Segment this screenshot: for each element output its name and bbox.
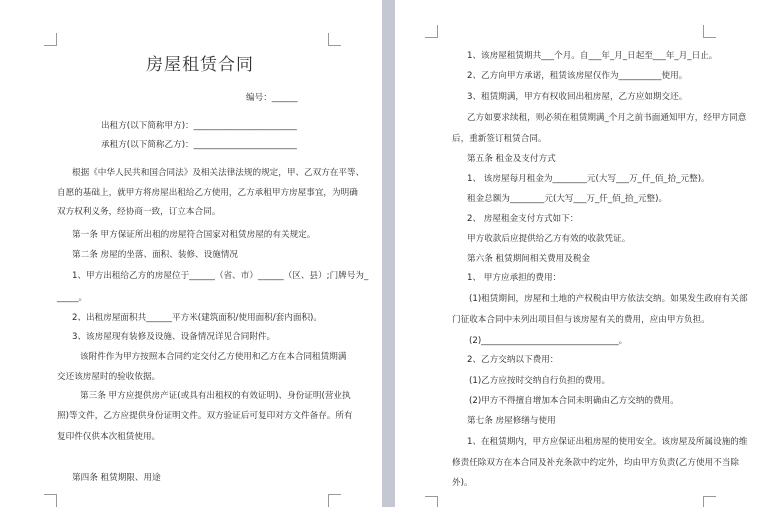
- paragraph-line: 双方权利义务，经协商一致，订立本合同。: [57, 207, 221, 217]
- paragraph-line: 该附件作为甲方按照本合同约定交付乙方使用和乙方在本合同租赁期满: [80, 352, 347, 362]
- paragraph-line: 交还该房屋时的验收依据。: [57, 372, 161, 382]
- paragraph-line: (1)租赁期间，房屋和土地的产权税由甲方依法交纳。如果发生政府有关部: [469, 294, 748, 304]
- margin-corner-mark: [328, 494, 341, 507]
- article-heading: 第六条 租赁期间相关费用及税金: [467, 254, 591, 264]
- paragraph-line: 1、在租赁期内，甲方应保证出租房屋的使用安全。该房屋及所属设施的维: [467, 437, 748, 447]
- paragraph-line: 2、 房屋租金支付方式如下：: [467, 214, 579, 224]
- lessee-line: 承租方(以下简称乙方)：________________________: [101, 140, 297, 150]
- article-heading: 第四条 租赁期限、用途: [72, 473, 161, 483]
- article-heading: 第三条 甲方应提供房产证(或具有出租权的有效证明)、身份证明(营业执: [80, 391, 351, 401]
- paragraph-line: 1、 该房屋每月租金为________元(大写___万_仟_佰_拾_元整)。: [467, 174, 710, 184]
- paragraph-line: (1)乙方应按时交纳自行负担的费用。: [469, 376, 611, 386]
- paragraph-line: 2、乙方向甲方承诺，租赁该房屋仅作为__________使用。: [467, 71, 688, 81]
- margin-corner-mark: [703, 496, 716, 507]
- margin-corner-mark: [425, 25, 438, 38]
- paragraph-line: 门征收本合同中未列出项目但与该房屋有关的费用，应由甲方负担。: [452, 315, 710, 325]
- paragraph-line: 照)等文件，乙方应提供身份证明文件。双方验证后可复印对方文件备存。所有: [57, 411, 353, 421]
- margin-corner-mark: [425, 496, 438, 507]
- paragraph-line: 1、 甲方应承担的费用：: [467, 273, 562, 283]
- margin-corner-mark: [44, 494, 57, 507]
- paragraph-line: 甲方收款后应提供给乙方有效的收款凭证。: [467, 234, 631, 244]
- lessor-line: 出租方(以下简称甲方)：________________________: [101, 121, 297, 131]
- paragraph-line: (2)________________________________。: [469, 336, 628, 346]
- paragraph-line: _____。: [57, 293, 88, 303]
- paragraph-line: (2)甲方不得擅自增加本合同未明确由乙方交纳的费用。: [469, 396, 679, 406]
- paragraph-line: 3、该房屋现有装修及设施、设备情况详见合同附件。: [72, 332, 276, 342]
- document-title: 房屋租赁合同: [146, 55, 254, 75]
- paragraph-line: 租金总额为________元(大写___万_仟_佰_拾_元整)。: [467, 194, 668, 204]
- article-heading: 第五条 租金及支付方式: [467, 154, 556, 164]
- paragraph-line: 修责任除双方在本合同及补充条款中约定外，均由甲方负责(乙方使用不当除: [452, 458, 739, 468]
- margin-corner-mark: [44, 33, 57, 46]
- paragraph-line: 自愿的基础上，就甲方将房屋出租给乙方使用，乙方承租甲方房屋事宜，为明确: [57, 188, 358, 198]
- paragraph-line: 2、出租房屋面积共______平方米(建筑面积/使用面积/套内面积)。: [72, 313, 322, 323]
- document-page-2: [395, 0, 780, 507]
- article-heading: 第七条 房屋修缮与使用: [467, 416, 556, 426]
- paragraph-line: 根据《中华人民共和国合同法》及相关法律法规的规定，甲、乙双方在平等、: [72, 168, 365, 178]
- article-heading: 第一条 甲方保证所出租的房屋符合国家对租赁房屋的有关规定。: [72, 230, 316, 240]
- contract-number: 编号：______: [246, 93, 298, 103]
- paragraph-line: 1、该房屋租赁期共___个月。自___年_月_日起至___年_月_日止。: [467, 51, 718, 61]
- margin-corner-mark: [703, 25, 716, 38]
- paragraph-line: 后，重新签订租赁合同。: [452, 134, 547, 144]
- paragraph-line: 外)。: [452, 478, 473, 488]
- paragraph-line: 乙方如要求续租，则必须在租赁期满_个月之前书面通知甲方，经甲方同意: [467, 113, 747, 123]
- document-page-1: [0, 0, 382, 507]
- paragraph-line: 1、甲方出租给乙方的房屋位于______（省、市）______（区、县）;门牌号为_: [72, 271, 369, 281]
- paragraph-line: 2、乙方交纳以下费用：: [467, 355, 559, 365]
- paragraph-line: 3、租赁期满，甲方有权收回出租房屋，乙方应如期交还。: [467, 92, 688, 102]
- paragraph-line: 复印件仅供本次租赁使用。: [57, 432, 161, 442]
- margin-corner-mark: [328, 33, 341, 46]
- article-heading: 第二条 房屋的坐落、面积、装修、设施情况: [72, 250, 239, 260]
